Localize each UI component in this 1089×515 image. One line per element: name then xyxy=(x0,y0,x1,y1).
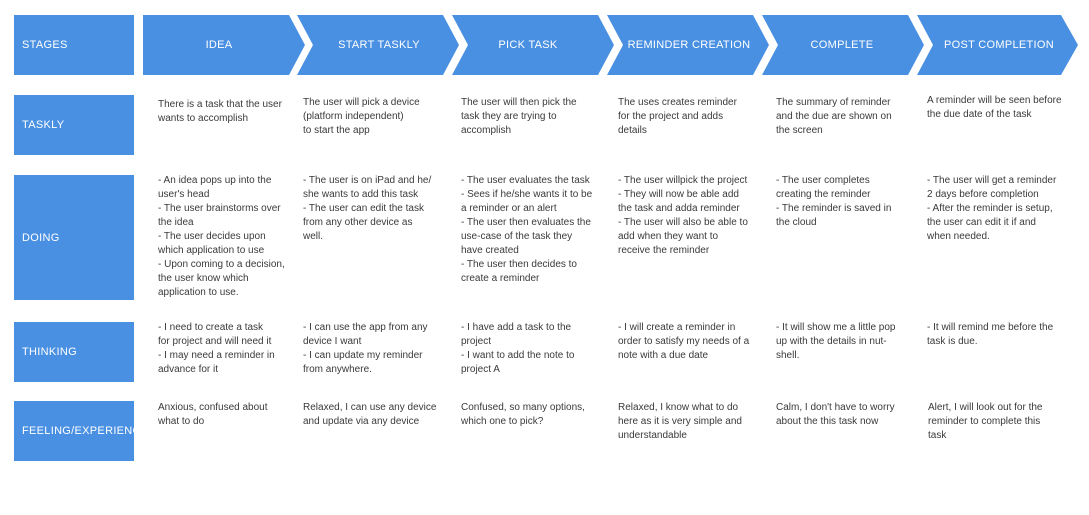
cell-doing-complete: - The user completes creating the reminder - The reminder is saved in the cloud xyxy=(776,175,892,228)
cell-taskly-post-completion: A reminder will be seen before the due date of the task xyxy=(927,95,1062,120)
cell-feeling-reminder-creation: Relaxed, I know what to do here as it is very simple and understandable xyxy=(618,402,742,441)
cell-feeling-pick-task: Confused, so many options, which one to pick? xyxy=(461,402,585,427)
row-label-thinking: THINKING xyxy=(14,322,134,382)
row-label-doing: DOING xyxy=(14,175,134,300)
cell-feeling-post-completion: Alert, I will look out for the reminder to complete this task xyxy=(928,402,1043,441)
stage-label: COMPLETE xyxy=(810,39,874,51)
stage-label: PICK TASK xyxy=(498,39,558,51)
cell-doing-idea: - An idea pops up into the user's head - The user brainstorms over the idea - The user decides upon which application to use - Upon coming to a decision, the user know which application to use. xyxy=(158,175,285,298)
cell-taskly-idea: There is a task that the user wants to accomplish xyxy=(158,99,282,124)
cell-feeling-complete: Calm, I don't have to worry about the this task now xyxy=(776,402,895,427)
cell-doing-pick-task: - The user evaluates the task - Sees if he/she wants it to be a reminder or an alert - The user then evaluates the use-case of the task they have created - The user then decides to create a reminder xyxy=(461,175,593,284)
cell-taskly-complete: The summary of reminder and the due are shown on the screen xyxy=(776,97,892,136)
cell-taskly-reminder-creation: The uses creates reminder for the project and adds details xyxy=(618,97,737,136)
cell-thinking-idea: - I need to create a task for project and will need it - I may need a reminder in advance for it xyxy=(158,322,275,375)
stage-post-completion xyxy=(917,15,1079,75)
cell-thinking-start-taskly: - I can use the app from any device I want - I can update my reminder from anywhere. xyxy=(303,322,428,375)
stage-pick-task xyxy=(452,15,615,75)
cell-thinking-pick-task: - I have add a task to the project - I want to add the note to project A xyxy=(461,322,575,375)
cell-thinking-reminder-creation: - I will create a reminder in order to satisfy my needs of a note with a due date xyxy=(618,322,750,361)
stage-label: REMINDER CREATION xyxy=(627,39,751,51)
row-label-taskly: TASKLY xyxy=(14,95,134,155)
cell-taskly-start-taskly: The user will pick a device (platform independent) to start the app xyxy=(303,97,420,136)
stages-header-label: STAGES xyxy=(14,15,134,75)
stage-complete xyxy=(762,15,925,75)
cell-doing-reminder-creation: - The user willpick the project - They will now be able add the task and adda reminder - The user will also be able to add when they want to receive the reminder xyxy=(618,175,748,256)
stage-idea xyxy=(143,15,306,75)
row-label-feeling-experience: FEELING/EXPERIENCE xyxy=(14,401,134,461)
cell-doing-start-taskly: - The user is on iPad and he/ she wants to add this task - The user can edit the task from any other device as well. xyxy=(303,175,432,242)
cell-thinking-post-completion: - It will remind me before the task is due. xyxy=(927,322,1054,347)
cell-feeling-idea: Anxious, confused about what to do xyxy=(158,402,268,427)
stage-label: POST COMPLETION xyxy=(943,39,1055,51)
cell-doing-post-completion: - The user will get a reminder 2 days before completion - After the reminder is setup, the user can edit it if and when needed. xyxy=(927,175,1057,242)
stage-label: START TASKLY xyxy=(338,39,420,51)
stage-label: IDEA xyxy=(205,39,233,51)
stage-reminder-creation xyxy=(607,15,770,75)
stage-start-taskly xyxy=(297,15,460,75)
cell-taskly-pick-task: The user will then pick the task they are trying to accomplish xyxy=(461,97,577,136)
cell-feeling-start-taskly: Relaxed, I can use any device and update via any device xyxy=(303,402,437,427)
cell-thinking-complete: - It will show me a little pop up with the details in nut- shell. xyxy=(776,322,896,361)
